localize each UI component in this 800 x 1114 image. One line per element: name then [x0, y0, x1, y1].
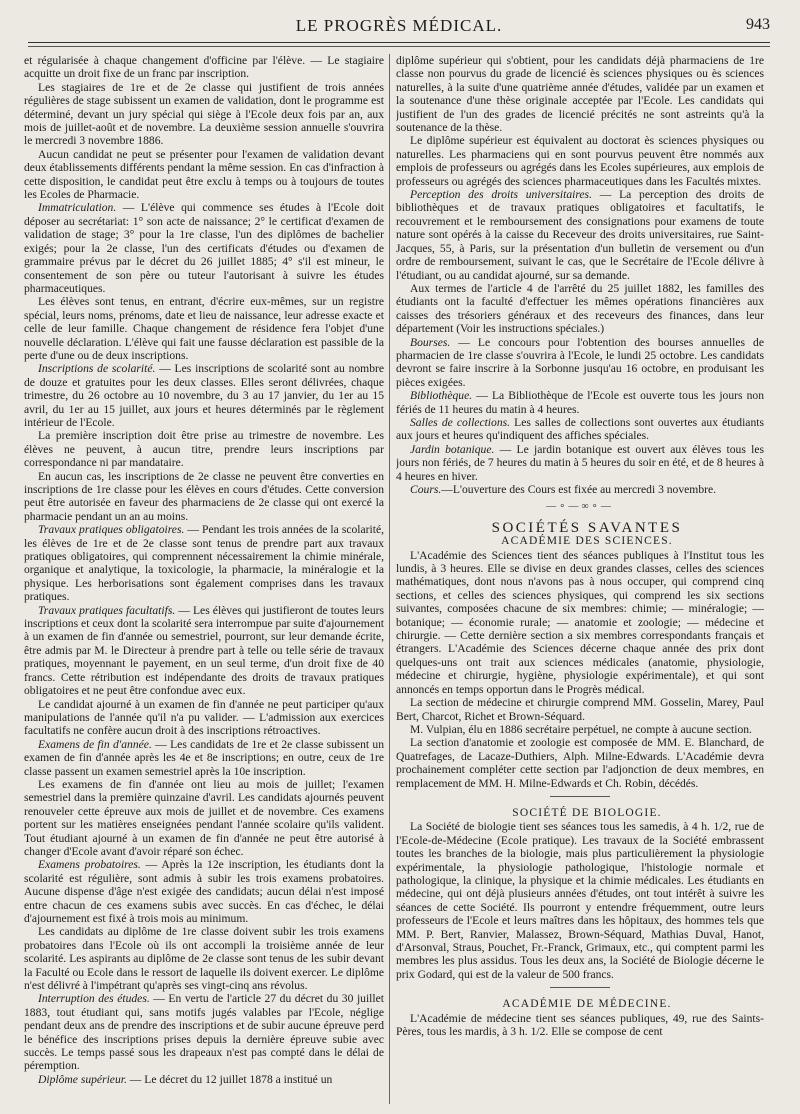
paragraph-text: La section de médecine et chirurgie comprend MM. Gosselin, Marey, Paul Bert, Charcot, Richet et Brown-Séquard. — [396, 696, 764, 723]
paragraph — [396, 336, 764, 390]
paragraph-text: En aucun cas, les inscriptions de 2e classe ne peuvent être converties en inscriptions de 1re classe pour les élèves en cours d'études. Cette conversion peut être autorisée en faveur des pharmaciens de 2e classe qui ont exercé la pharmacie pendant un an au moins. — [24, 469, 384, 523]
paragraph — [396, 483, 764, 496]
section-ornament: —∘—∞∘— — [546, 501, 614, 513]
paragraph — [396, 54, 764, 134]
paragraph-lead: Cours. — [410, 483, 442, 496]
right-column-intro — [396, 54, 764, 496]
right-column — [396, 54, 764, 1104]
academie-sciences-body — [396, 549, 764, 790]
paragraph — [24, 429, 384, 469]
paragraph-lead: Travaux pratiques obligatoires. — [38, 523, 185, 537]
paragraph-text: Le candidat ajourné à un examen de fin d'année ne peut participer qu'aux manipulations de l'année qu'il n'a pu valider. — L'admission aux exercices facultatifs ne confère aucun droit à des inscriptions rétroactives. — [24, 697, 384, 738]
paragraph-text: La section d'anatomie et zoologie est composée de MM. E. Blanchard, de Quatrefages, de Lacaze-Duthiers, Alph. Milne-Edwards. L'Académie devra prochainement compléter cette section par l'adjonction de deux membres, en remplacement de MM. H. Milne-Edwards et Ch. Robin, décédés. — [396, 736, 764, 790]
paragraph-lead: Examens probatoires. — [38, 858, 141, 872]
paragraph-text: La Société de biologie tient ses séances tous les samedis, à 4 h. 1/2, rue de l'Ecole-de-Médecine (Ecole pratique). Les travaux de la Société embrassent toutes les branches de la biologie, mais plus particulièrement la physiologie expérimentale, la physiologie pathologique, l'histologie normale et pathologique, la clinique, la physique et la chimie médicales. Les étudiants en médecine, qui ont déjà plusieurs années d'études, ont tout intérêt à suivre les séances de cette Société. Ils pourront y entendre fréquemment, outre leurs professeurs de l'Ecole et leurs maîtres dans les hôpitaux, des hommes tels que MM. P. Bert, Ranvier, Malassez, Brown-Séquard, Mathias Duval, Hanot, d'Arsonval, Straus, Pouchet, Fr.-Franck, Grimaux, etc., qui comptent parmi les membres les plus assidus. Tous les deux ans, la Société de Biologie décerne le prix Godard, qui est de la valeur de 500 francs. — [396, 820, 764, 981]
paragraph-text: — La Bibliothèque de l'Ecole est ouverte tous les jours non fériés de 11 heures du matin à 4 heures. — [396, 389, 764, 416]
header-rule-thin — [28, 46, 770, 47]
paragraph-text: — Le décret du 12 juillet 1878 a institué un — [126, 1072, 333, 1086]
paragraph-lead: Examens de fin d'année. — [38, 737, 152, 751]
paragraph-text: Aucun candidat ne peut se présenter pour l'examen de validation devant deux établissements différents pendant la même session. En cas d'infraction à cette disposition, le candidat peut être exclu à temps ou à toujours de toutes les Ecoles de Pharmacie. — [24, 147, 384, 202]
paragraph-lead: Diplôme supérieur. — [38, 1072, 127, 1086]
paragraph — [24, 738, 384, 778]
paragraph — [24, 201, 384, 295]
paragraph-text: — En vertu de l'article 27 du décret du 30 juillet 1883, tout étudiant qui, sans motifs jugés valables par l'Ecole, néglige pendant deux ans de prendre des inscriptions et de subir aucune épreuve perd le bénéfice des inscriptions prises depuis la dernière épreuve subie avec succès. Le temps passé sous les drapeaux n'est pas compté dans le délai de péremption. — [24, 992, 384, 1073]
paragraph-lead: Travaux pratiques facultatifs. — [38, 603, 176, 617]
paragraph — [24, 604, 384, 698]
paragraph — [396, 736, 764, 790]
paragraph — [24, 470, 384, 524]
paragraph-lead: Perception des droits universitaires. — [410, 188, 592, 202]
paragraph — [396, 134, 764, 188]
paragraph-text: Les candidats au diplôme de 1re classe doivent subir les trois examens probatoires dans l'Ecole où ils ont accompli la troisième année de leur scolarité. Les aspirants au diplôme de 2e classe sont tenus de les subir devant la Faculté ou Ecole dans le ressort de laquelle ils doivent exercer. Le diplôme n'est délivré à l'impétrant qu'après ses vingt-cinq ans révolus. — [24, 925, 384, 993]
paragraph-text: — Après la 12e inscription, les étudiants dont la scolarité est régulière, sont admis à subir les trois examens probatoires. Aucune dispense d'âge n'est exigée des candidats; aucun délai n'est imposé entre chacun de ces examens subis avec succès. En cas d'échec, le délai d'ajournement est fixé à trois mois au minimum. — [24, 858, 384, 925]
paragraph-text: — L'élève qui commence ses études à l'Ecole doit déposer au secrétariat: 1° son acte de naissance; 2° le certificat d'examen de validation de stage; 3° pour la 1re classe, l'un des diplômes de bachelier exigés; pour la 2e classe, l'un des certificats d'études ou d'examen de grammaire prévus par le décret du 26 juillet 1885; 4° s'il est mineur, le consentement de son père ou tuteur l'autorisant à suivre les études pharmaceutiques. — [24, 201, 384, 295]
paragraph — [24, 698, 384, 738]
paragraph-text: et régularisée à chaque changement d'officine par l'élève. — Le stagiaire acquitte un droit fixe de un franc par inscription. — [24, 54, 384, 81]
paragraph-lead: Bourses. — [410, 335, 451, 349]
paragraph-text: Les examens de fin d'année ont lieu au mois de juillet; l'examen semestriel dans la première quinzaine d'avril. Les candidats ajournés peuvent renouveler cette épreuve aux mois de juillet et de novembre. Ces examens portent sur les matières enseignées pendant l'année scolaire qu'ils valident. Tout étudiant ajourné à un examen de fin d'année ne peut être autorisé à changer d'Ecole avant d'avoir réparé son échec. — [24, 777, 384, 858]
paragraph-text: L'Académie de médecine tient ses séances publiques, 49, rue des Saints-Pères, tous les mardis, à 3 h. 1/2. Elle se compose de cent — [396, 1011, 764, 1039]
paragraph — [24, 778, 384, 858]
column-divider — [389, 54, 390, 1104]
paragraph — [396, 443, 764, 483]
paragraph-text: —L'ouverture des Cours est fixée au mercredi 3 novembre. — [441, 483, 717, 496]
paragraph — [24, 295, 384, 362]
paragraph-text: — Pendant les trois années de la scolarité, les élèves de 1re et de 2e classe sont tenus de prendre part aux travaux pratiques obligatoires, qui comprennent nécessairement la chimie minérale, organique et analytique, la toxicologie, la pharmacie, la minéralogie et la physique. Les herborisations sont également comprises dans les travaux pratiques. — [24, 523, 384, 604]
paragraph-lead: Bibliothèque. — [410, 389, 473, 403]
paragraph — [396, 820, 764, 981]
societe-biologie-body — [396, 820, 764, 981]
paragraph — [396, 696, 764, 723]
societes-title: SOCIÉTÉS SAVANTES — [491, 519, 683, 536]
paragraph-text: diplôme supérieur qui s'obtient, pour les candidats déjà pharmaciens de 1re classe non pourvus du grade de licencié ès sciences physiques ou ès sciences naturelles, à la suite d'une quatrième année d'études, validée par un examen et la soutenance d'une thèse originale acceptée par l'Ecole. Les candidats qui justifient de l'un des grades de licencié précités ne sont astreints qu'à la soutenance de la thèse. — [396, 54, 764, 135]
paragraph-text: Aux termes de l'article 4 de l'arrêté du 25 juillet 1882, les familles des étudiants ont la faculté d'effectuer les mêmes opérations financières aux caisses des trésoriers généraux et des receveurs des finances, dans leur département (Voir les instructions spéciales.) — [396, 281, 764, 336]
paragraph-text: Les élèves sont tenus, en entrant, d'écrire eux-mêmes, sur un registre spécial, leurs noms, prénoms, date et lieu de naissance, leur adresse exacte et celle de leur famille. Chaque changement de résidence fera l'objet d'une nouvelle déclaration. L'élève qui fait une fausse déclaration est passible de la perte d'une ou de deux inscriptions. — [24, 295, 384, 362]
paragraph — [396, 723, 764, 736]
header-rule — [28, 42, 770, 43]
paragraph — [24, 81, 384, 148]
paragraph-lead: Inscriptions de scolarité. — [38, 362, 156, 376]
paragraph — [24, 523, 384, 603]
paragraph — [24, 54, 384, 81]
paragraph — [396, 1012, 764, 1039]
paragraph-lead: Jardin botanique. — [410, 442, 495, 456]
academie-medecine-title: ACADÉMIE DE MÉDECINE. — [502, 998, 672, 1011]
paragraph-text: — Le jardin botanique est ouvert aux élèves tous les jours non fériés, de 7 heures du matin à 5 heures du soir en été, et de 8 heures à 4 heures en hiver. — [396, 442, 764, 483]
paragraph-lead: Interruption des études. — [38, 992, 150, 1006]
paragraph-text: Les salles de collections sont ouvertes aux étudiants aux jours et heures qu'indiquent des affiches spéciales. — [396, 415, 764, 443]
paragraph — [24, 148, 384, 202]
paragraph-text: — Les inscriptions de scolarité sont au nombre de douze et gratuites pour les deux classes. Elles seront délivrées, chaque trimestre, du 26 octobre au 10 novembre, du 3 au 17 janvier, du 1er au 15 avril, du 1er au 15 juillet, aux jours et heures déterminés par le règlement intérieur de l'Ecole. — [24, 362, 384, 429]
paragraph — [396, 188, 764, 282]
paragraph — [24, 925, 384, 992]
paragraph-text: — Le concours pour l'obtention des bourses annuelles de pharmacien de 1re classe s'ouvrira à l'Ecole, le lundi 25 octobre. Les candidats devront se faire inscrire à la Sorbonne jusqu'au 16 octobre, en produisant les pièces exigées. — [396, 335, 764, 389]
page-number: 943 — [746, 16, 770, 33]
paragraph-text: Le diplôme supérieur est équivalent au doctorat ès sciences physiques ou naturelles. Les pharmaciens qui en sont pourvus peuvent être nommés aux emplois de professeurs ou agrégés dans les Ecoles supérieures, aux emplois de professeurs ou agrégés des sciences pharmaceutiques dans les Facultés mixtes. — [396, 134, 764, 188]
paragraph-text: — Les élèves qui justifieront de toutes leurs inscriptions et ceux dont la scolarité sera interrompue par suite d'ajournement à un examen de fin d'année ou semestriel, pourront, sur leur demande écrite, être admis par M. le Directeur à prendre part à telle ou telle série de travaux pratiques, moyennant le payement, en un seul terme, d'un droit fixe de 40 francs. Cette rétribution est indépendante des droits de travaux pratiques obligatoires et ne peut être confondue avec eux. — [24, 603, 384, 698]
paragraph — [396, 389, 764, 416]
section-divider — [550, 796, 610, 797]
paragraph — [396, 282, 764, 336]
paragraph-text: L'Académie des Sciences tient des séances publiques à l'Institut tous les lundis, à 3 heures. Elle se divise en deux grandes classes, celles des sciences mathématiques, dont nous n'avons pas à nous occuper, qui comprend cinq sections, et celles des sciences physiques, qui comprend les six sections suivantes, composées chacune de six membres: chimie; — minéralogie; — botanique; — économie rurale; — anatomie et zoologie; — médecine et chirurgie. — Cette dernière section a six membres correspondants français et étrangers. L'Académie des Sciences décerne chaque année des prix dont quelques-uns ont trait aux sciences médicales (anatomie, physiologie, médecine et chirurgie, hygiène, physiologie expérimentale), et qui sont annoncés en temps opportun dans le Progrès médical. — [396, 548, 764, 696]
running-title: LE PROGRÈS MÉDICAL. — [295, 16, 503, 35]
paragraph — [24, 858, 384, 925]
paragraph-text: — La perception des droits de bibliothèques et de travaux pratiques obligatoires et facultatifs, le recouvrement et le remboursement des consignations pour examens de toute nature sont opérés à la caisse du Receveur des droits universitaires, rue Saint-Jacques, 55, à Paris, sur la présentation d'un bulletin de versement ou d'un ordre de remboursement, suivant le cas, que le Secrétaire de l'Ecole délivre à l'étudiant, ou au candidat ajourné, sur sa demande. — [396, 188, 764, 282]
paragraph — [396, 416, 764, 443]
paragraph — [24, 362, 384, 429]
left-column — [24, 54, 384, 1104]
page-header — [28, 14, 770, 44]
paragraph-text: Les stagiaires de 1re et de 2e classe qui justifient de trois années régulières de stage subissent un examen de validation, dont le programme est déterminé, devant un jury spécial qui siège à l'Ecole deux fois par an, aux mois de juillet-août et de novembre. La deuxième session annuelle s'ouvrira le mercredi 3 novembre 1886. — [24, 80, 384, 148]
paragraph-text: M. Vulpian, élu en 1886 secrétaire perpétuel, ne compte à aucune section. — [410, 722, 752, 736]
paragraph-lead: Immatriculation. — [38, 201, 117, 215]
paragraph-text: — Les candidats de 1re et 2e classe subissent un examen de fin d'année après les 4e et 8e inscriptions; en outre, ceux de 1re classe passent un examen semestriel après la 10e inscription. — [24, 737, 384, 778]
paragraph — [396, 549, 764, 696]
academie-medecine-body — [396, 1012, 764, 1039]
paragraph — [24, 992, 384, 1072]
section-divider — [550, 987, 610, 988]
paragraph — [24, 1073, 384, 1086]
societe-biologie-title: SOCIÉTÉ DE BIOLOGIE. — [512, 806, 662, 819]
paragraph-text: La première inscription doit être prise au trimestre de novembre. Les élèves ne peuvent, à aucun titre, prendre leurs inscriptions par correspondance ni par mandataire. — [24, 429, 384, 470]
academie-sciences-title: ACADÉMIE DES SCIENCES. — [501, 535, 673, 548]
paragraph-lead: Salles de collections. — [410, 415, 511, 429]
